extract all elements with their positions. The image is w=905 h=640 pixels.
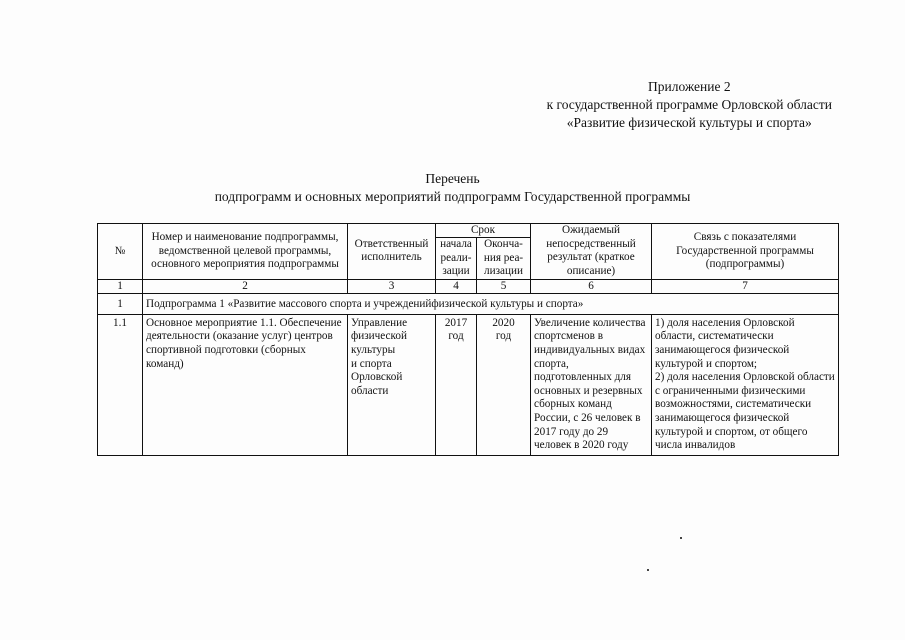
header-term: Срок: [436, 224, 531, 238]
appendix-block: [547, 78, 832, 132]
col-number: 5: [477, 279, 531, 293]
col-number: 4: [436, 279, 477, 293]
row-num: 1.1: [98, 314, 143, 455]
column-number-row: [98, 279, 839, 293]
subprogram-row: [98, 293, 839, 314]
subprogram-title: Подпрограмма 1 «Развитие массового спорта и учрежденийфизической культуры и спорта»: [143, 293, 839, 314]
header-executor: Ответственный исполнитель: [348, 224, 436, 280]
document-title: Перечень: [425, 171, 480, 186]
header-start: начала реали- зации: [436, 238, 477, 280]
row-name: Основное мероприятие 1.1. Обеспечение деятельности (оказание услуг) центров спортивной подготовки (сборных команд): [143, 314, 348, 455]
appendix-program-name: «Развитие физической культуры и спорта»: [566, 115, 812, 130]
row-start: 2017 год: [436, 314, 477, 455]
scan-speck: [680, 537, 682, 539]
table-row: [98, 314, 839, 455]
subprogram-num: 1: [98, 293, 143, 314]
col-number: 2: [143, 279, 348, 293]
header-row: [98, 224, 839, 238]
appendix-title: Приложение 2: [647, 79, 731, 94]
col-number: 6: [531, 279, 652, 293]
row-link: 1) доля населения Орловской области, систематически занимающегося физической культурой и спортом; 2) доля населения Орловской области с ограниченными физическими возможностями, систематически занимающегося физической культурой и спортом, от общего числа инвалидов: [652, 314, 839, 455]
document-subtitle: подпрограмм и основных мероприятий подпрограмм Государственной программы: [214, 189, 691, 204]
row-result: Увеличение количества спортсменов в индивидуальных видах спорта, подготовленных для основных и резервных сборных команд России, с 26 человек в 2017 году до 29 человек в 2020 году: [531, 314, 652, 455]
row-end: 2020 год: [477, 314, 531, 455]
programs-table: [97, 223, 839, 456]
header-name: Номер и наименование подпрограммы, ведомственной целевой программы, основного мероприятия подпрограммы: [143, 224, 348, 280]
document-heading: [0, 170, 905, 206]
col-number: 7: [652, 279, 839, 293]
header-end: Оконча- ния реа- лизации: [477, 238, 531, 280]
scan-speck: [647, 569, 649, 571]
header-result: Ожидаемый непосредственный результат (краткое описание): [531, 224, 652, 280]
col-number: 3: [348, 279, 436, 293]
col-number: 1: [98, 279, 143, 293]
appendix-program-ref: к государственной программе Орловской области: [546, 97, 832, 112]
row-executor: Управление физической культуры и спорта Орловской области: [348, 314, 436, 455]
header-link: Связь с показателями Государственной программы (подпрограммы): [652, 224, 839, 280]
header-num: №: [98, 224, 143, 280]
